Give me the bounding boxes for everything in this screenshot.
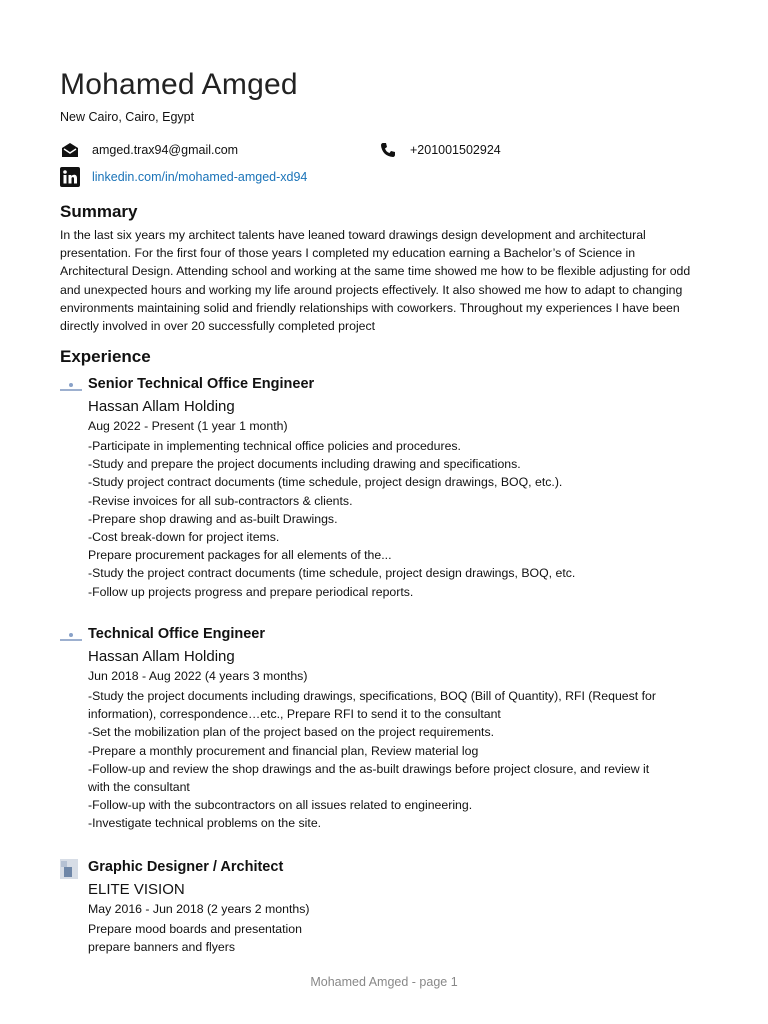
job-line: -Revise invoices for all sub-contractors & clients. [88, 493, 353, 508]
job-line: Prepare mood boards and presentation [88, 922, 302, 936]
experience-heading: Experience [60, 347, 151, 366]
job-line: -Investigate technical problems on the site. [88, 816, 322, 831]
job-line: prepare banners and flyers [88, 940, 235, 955]
job-line: -Prepare shop drawing and as-built Drawings. [88, 511, 338, 526]
linkedin-row [60, 167, 307, 187]
job-line: -Prepare a monthly procurement and financial plan, Review material log [88, 743, 479, 758]
job-line: -Follow up projects progress and prepare periodical reports. [88, 584, 414, 599]
linkedin-link[interactable]: linkedin.com/in/mohamed-amged-xd94 [92, 170, 308, 184]
job-line: -Study and prepare the project documents including drawing and specifications. [88, 457, 521, 472]
job-dates: May 2016 - Jun 2018 (2 years 2 months) [88, 902, 310, 916]
job-line: -Study project contract documents (time schedule, project design drawings, BOQ, etc.). [88, 475, 563, 490]
company-logo [60, 630, 82, 644]
candidate-name: Mohamed Amged [60, 68, 298, 101]
job-line: -Study the project contract documents (time schedule, project design drawings, BOQ, etc. [88, 566, 576, 581]
linkedin-icon [60, 167, 80, 187]
company-logo [60, 859, 78, 879]
job-title: Technical Office Engineer [88, 626, 266, 642]
job-line: -Participate in implementing technical office policies and procedures. [88, 439, 461, 453]
job-line: Prepare procurement packages for all elements of the... [88, 548, 392, 563]
summary-heading: Summary [60, 202, 138, 221]
job-line: -Set the mobilization plan of the project based on the project requirements. [88, 725, 495, 740]
job-title: Graphic Designer / Architect [88, 859, 284, 875]
job-line: -Follow-up and review the shop drawings and the as-built drawings before project closure, and review it with the consultant [88, 761, 650, 795]
job-description [88, 920, 673, 956]
job-dates: Aug 2022 - Present (1 year 1 month) [88, 419, 288, 433]
envelope-icon [60, 140, 80, 160]
job-dates: Jun 2018 - Aug 2022 (4 years 3 months) [88, 669, 308, 683]
page-footer: Mohamed Amged - page 1 [310, 975, 458, 989]
email-text[interactable]: amged.trax94@gmail.com [92, 143, 239, 157]
job-title: Senior Technical Office Engineer [88, 376, 315, 392]
job-line: -Cost break-down for project items. [88, 530, 280, 545]
job-line: -Study the project documents including drawings, specifications, BOQ (Bill of Quantity), RFI (Request for information), correspondence…etc., Prepare RFI to send it to the consultant [88, 689, 656, 722]
email-row [60, 140, 238, 160]
phone-text[interactable]: +201001502924 [410, 143, 501, 157]
job-description [88, 687, 673, 833]
job-description [88, 437, 673, 601]
phone-icon [378, 140, 398, 160]
company-name: Hassan Allam Holding [88, 648, 235, 665]
company-logo [60, 380, 82, 394]
company-name: Hassan Allam Holding [88, 398, 235, 415]
summary-text: In the last six years my architect talents have leaned toward drawings design development and architectural presentation. For the first four of those years I completed my education earning a Bachelor’s of Science in Architectural Design. Attending school and working at the same time showed me how to be flexible adjusting for odd and unexpected hours and working my life around projects effectively. It also showed me how to adapt to changing environments maintaining solid and friendly relationships with coworkers. Throughout my experiences I have been directly involved in over 20 successfully completed project [60, 228, 691, 334]
phone-row [378, 140, 501, 160]
candidate-location: New Cairo, Cairo, Egypt [60, 110, 195, 124]
job-line: -Follow-up with the subcontractors on all issues related to engineering. [88, 798, 473, 813]
company-name: ELITE VISION [88, 881, 185, 898]
